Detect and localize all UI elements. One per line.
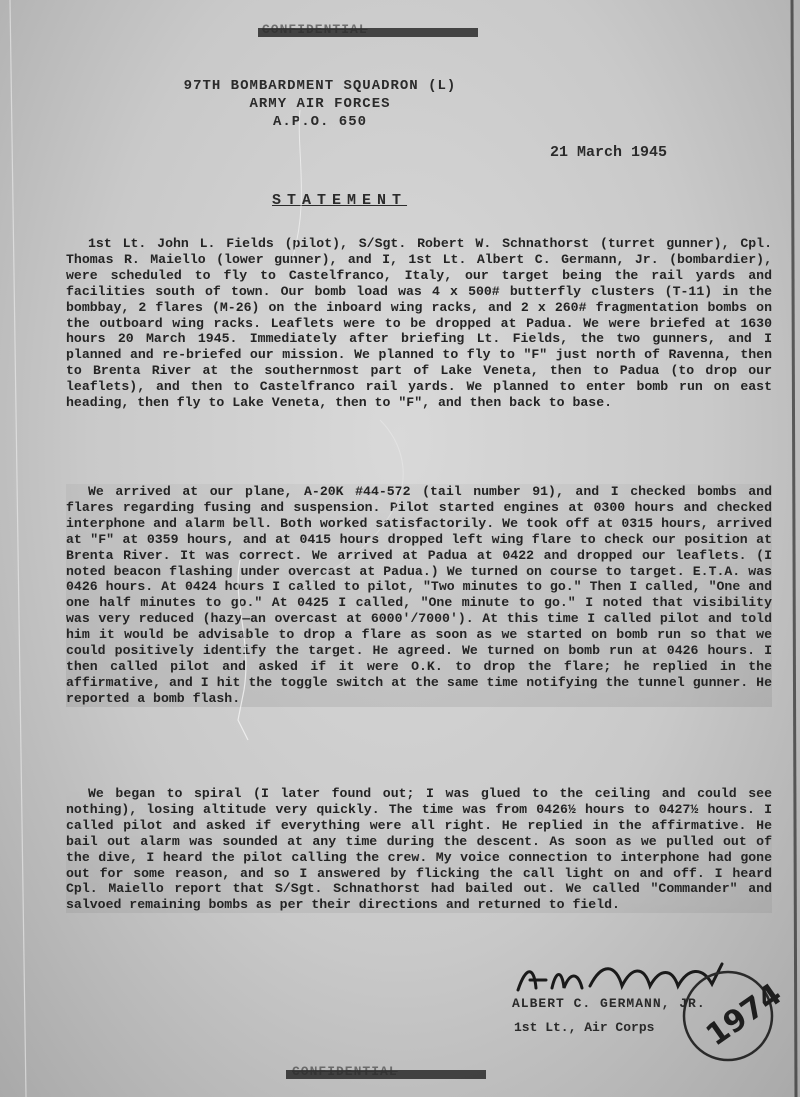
signatory-rank: 1st Lt., Air Corps [514, 1020, 655, 1035]
paragraph-1: 1st Lt. John L. Fields (pilot), S/Sgt. Robert W. Schnathorst (turret gunner), Cpl. Thomas R. Maiello (lower gunner), and I, 1st Lt. Albert C. Germann, Jr. (bombardier), were scheduled to fly to Castelfranco, Italy, our target being the rail yards and facilities south of town. Our bomb load was 4 x 500# butterfly clusters (T-11) in the bombbay, 2 flares (M-26) on the inboard wing racks, and 2 x 260# fragmentation bombs on the outboard wing racks. Leaflets were to be dropped at Padua. We were briefed at 1630 hours 20 March 1945. Immediately after briefing Lt. Fields, the two gunners, and I planned and re-briefed our mission. We planned to fly to "F" just north of Ravenna, then to Brenta River at the southernmost part of Lake Veneta, then to Padua (to drop our leaflets), and then to Castelfranco rail yards. We planned to enter bomb run on east heading, then fly to Lake Veneta, then to "F", and then back to base. [66, 236, 772, 411]
document-date: 21 March 1945 [550, 144, 668, 161]
handwritten-signature [512, 960, 752, 1000]
header-unit: 97TH BOMBARDMENT SQUADRON (L) [183, 78, 457, 94]
paragraph-2: We arrived at our plane, A-20K #44-572 (tail number 91), and I checked bombs and flares regarding fusing and suspension. Pilot started engines at 0300 hours and checked interphone and alarm bell. Both worked satisfactorily. We took off at 0315 hours, arrived at "F" at 0359 hours, and at 0415 hours dropped left wing flare to check our position at Brenta River. It was correct. We arrived at Padua at 0422 and dropped our leaflets. (I noted beacon flashing under overcast at Padua.) We turned on course to target. E.T.A. was 0426 hours. At 0424 hours I called to pilot, "Two minutes to go." Then I called, "One and one half minutes to go." At 0425 I called, "One minute to go." I noted that visibility was very reduced (hazy—an overcast at 6000'/7000'). At this time I called pilot and told him it would be advisable to drop a flare as soon as we started on bomb run so that we could positively identify the target. He agreed. We turned on bomb run at 0426 hours. I then called pilot and asked if it were O.K. to drop the flare; he replied in the affirmative, and I hit the toggle switch at the same time notifying the tunnel gunner. He reported a bomb flash. [66, 484, 772, 706]
header-forces: ARMY AIR FORCES [249, 96, 391, 112]
redaction-bar-bottom [286, 1070, 486, 1079]
header-apo: A.P.O. 650 [272, 114, 367, 130]
document-title: STATEMENT [272, 192, 408, 209]
svg-text:1974: 1974 [699, 976, 789, 1054]
signatory-name: ALBERT C. GERMANN, JR. [512, 996, 706, 1011]
redaction-bar-top [258, 28, 478, 37]
paragraph-3: We began to spiral (I later found out; I was glued to the ceiling and could see nothing), losing altitude very quickly. The time was from 0426½ hours to 0427½ hours. I called pilot and asked if everything were all right. He replied in the affirmative. He bail out alarm was sounded at any time during the descent. As soon as we pulled out of the dive, I heard the pilot calling the crew. My voice connection to interphone had gone out for some reason, and so I answered by flicking the call light on and off. I heard Cpl. Maiello report that S/Sgt. Schnathorst had bailed out. We called "Commander" and salvoed remaining bombs as per their directions and returned to field. [66, 786, 772, 913]
